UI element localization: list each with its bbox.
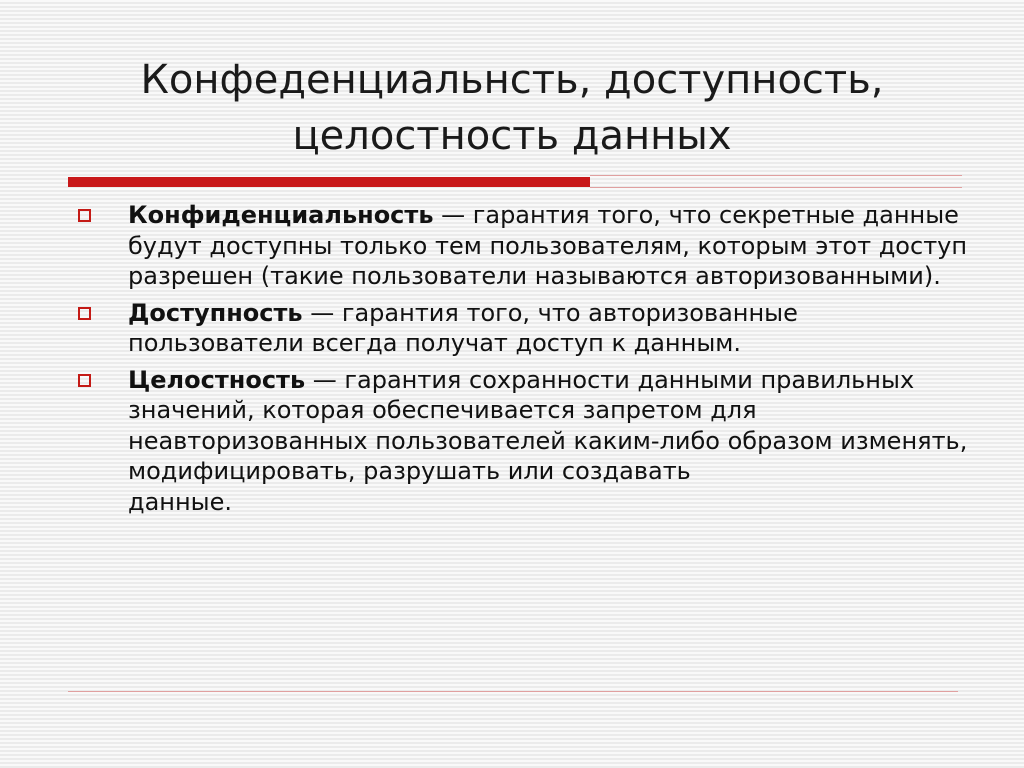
footer-divider	[68, 691, 958, 692]
bullet-integrity	[78, 365, 978, 518]
bullet-term: Доступность	[128, 298, 303, 327]
bullet-description: — гарантия сохранности данными правильных значений, которая обеспечивается запретом для неавторизованных пользователей каким-либо образом изменять, модифицировать, разрушать или создавать	[128, 365, 968, 485]
hollow-square-icon	[78, 209, 91, 222]
bullet-term: Конфиденциальность	[128, 201, 434, 229]
title-divider-top	[590, 175, 962, 176]
bullet-description: — гарантия того, что авторизованные пользователи всегда получат доступ к данным.	[128, 298, 798, 357]
bullet-description-tail: данные.	[128, 487, 233, 516]
hollow-square-icon	[78, 307, 91, 320]
bullet-confidentiality	[78, 200, 978, 292]
bullet-list	[78, 200, 978, 517]
bullet-availability	[78, 298, 978, 359]
slide-title-line-2: целостность данных	[292, 113, 732, 159]
title-accent-bar	[68, 177, 590, 187]
hollow-square-icon	[78, 374, 91, 387]
bullet-term: Целостность	[128, 365, 306, 394]
title-divider-bottom	[590, 187, 962, 188]
slide-title-line-1: Конфеденциальнсть, доступность,	[140, 57, 884, 103]
slide-title	[40, 52, 984, 164]
bullet-description: — гарантия того, что секретные данные будут доступны только тем пользователям, которым этот доступ разрешен (такие пользователи называются авторизованными).	[128, 201, 968, 290]
